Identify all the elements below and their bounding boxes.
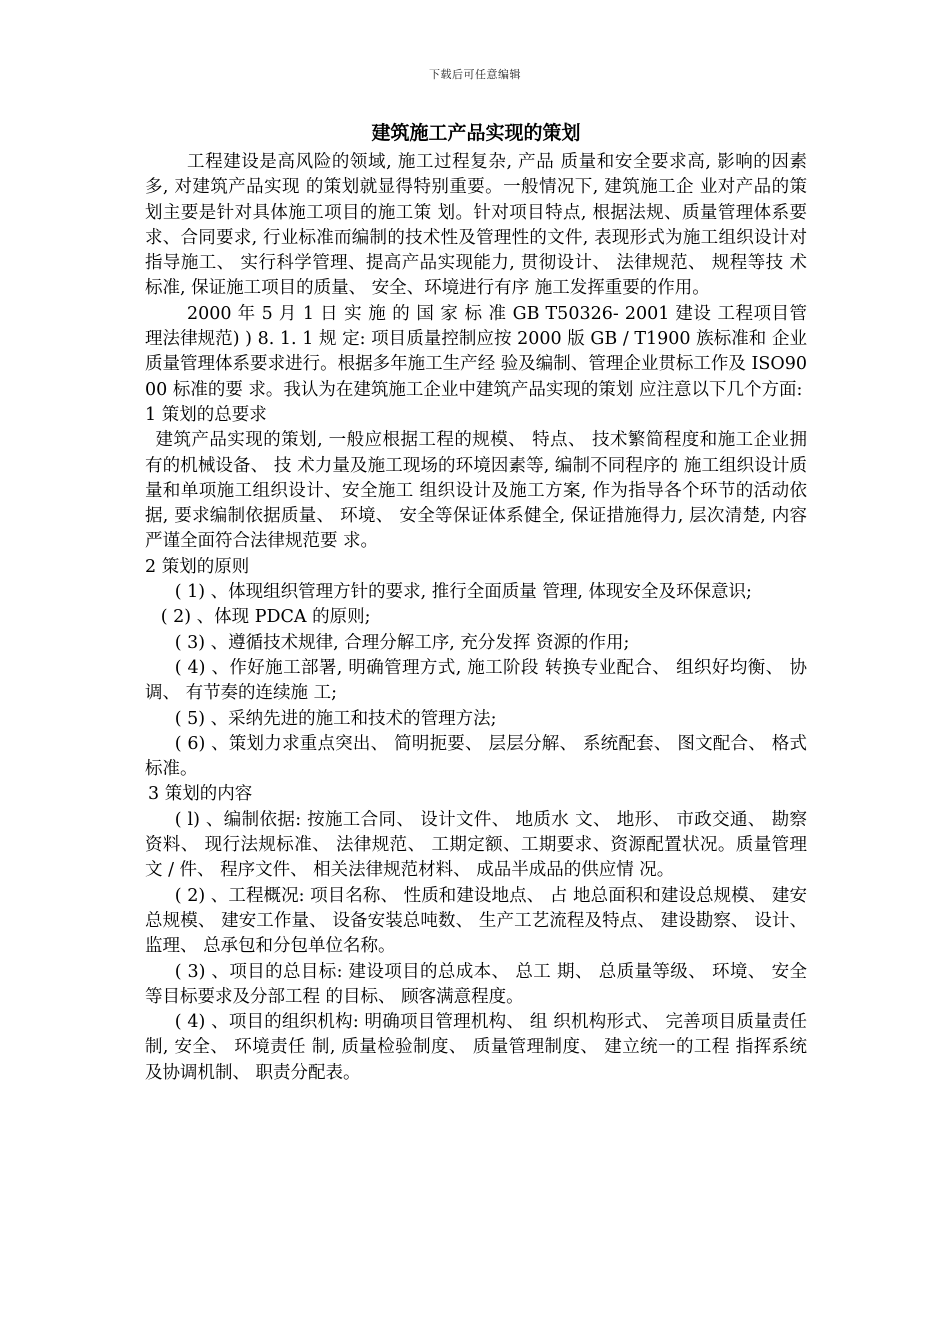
principle-item-4: ( 4) 、作好施工部署, 明确管理方式, 施工阶段 转换专业配合、 组织好均衡、 协调、 有节奏的连续施 工; [145,657,807,704]
principle-item-5: ( 5) 、采纳先进的施工和技术的管理方法; [174,708,497,729]
content-item-1: ( l) 、编制依据: 按施工合同、 设计文件、 地质水 文、 地形、 市政交通、 勘察资料、 现行法规标准、 法律规范、 工期定额、工期要求、资源配置状况。质量管理文 / 件、 程序文件、 相关法律规范材料、 成品半成品的供应情 况。 [145,809,807,881]
content-item-3: ( 3) 、项目的总目标: 建设项目的总成本、 总工 期、 总质量等级、 环境、 安全等目标要求及分部工程 的目标、 顾客满意程度。 [145,961,807,1007]
intro-paragraph-2: 2000 年 5 月 1 日 实 施 的 国 家 标 准 GB T50326- 2001 建设 工程项目管理法律规范) ) 8. 1. 1 规 定: 项目质量控制应按 2000 版 GB / T1900 族标准和 企业质量管理体系要求进行。根据多年施工生产经 验及编制、管理企业贯标工作及 ISO9000 标准的要 求。我认为在建筑施工企业中建筑产品实现的策划 应注意以下几个方面: [145,303,807,400]
page-header-note: 下载后可任意编辑 [429,68,521,81]
principle-item-6: ( 6) 、策划力求重点突出、 简明扼要、 层层分解、 系统配套、 图文配合、 格式标准。 [145,733,807,780]
section-1-paragraph: 建筑产品实现的策划, 一般应根据工程的规模、 特点、 技术繁简程度和施工企业拥有的机械设备、 技 术力量及施工现场的环境因素等, 编制不同程序的 施工组织设计质量和单项施工组织设计、安全施工 组织设计及施工方案, 作为指导各个环节的活动依 据, 要求编制依据质量、 环境、 安全等保证体系健全, 保证措施得力, 层次清楚, 内容严谨全面符合法律规范要 求。 [145,430,807,552]
principle-item-3: ( 3) 、遵循技术规律, 合理分解工序, 充分发挥 资源的作用; [174,632,630,653]
document-body [145,120,807,1086]
content-item-2: ( 2) 、工程概况: 项目名称、 性质和建设地点、 占 地总面积和建设总规模、 建安总规模、 建安工作量、 设备安装总吨数、 生产工艺流程及特点、 建设勘察、 设计、 监理、 总承包和分包单位名称。 [145,885,807,957]
section-3-heading: 3 策划的内容 [148,784,253,805]
section-1-heading: 1 策划的总要求 [145,404,267,425]
document-title: 建筑施工产品实现的策划 [371,122,581,144]
section-2-heading: 2 策划的原则 [145,556,250,577]
principle-item-2: ( 2) 、体现 PDCA 的原则; [160,607,371,628]
intro-paragraph-1: 工程建设是高风险的领域, 施工过程复杂, 产品 质量和安全要求高, 影响的因素多, 对建筑产品实现 的策划就显得特别重要。一般情况下, 建筑施工企 业对产品的策划主要是针对具体施工项目的施工策 划。针对项目特点, 根据法规、质量管理体系要求、合同要求, 行业标准而编制的技术性及管理性的文件, 表现形式为施工组织设计对指导施工、 实行科学管理、提高产品实现能力, 贯彻设计、 法律规范、 规程等技 术标准, 保证施工项目的质量、 安全、环境进行有序 施工发挥重要的作用。 [145,152,807,299]
content-item-4: ( 4) 、项目的组织机构: 明确项目管理机构、 组 织机构形式、 完善项目质量责任制, 安全、 环境责任 制, 质量检验制度、 质量管理制度、 建立统一的工程 指挥系统及协调机制、 职责分配表。 [145,1012,807,1083]
principle-item-1: ( 1) 、体现组织管理方针的要求, 推行全面质量 管理, 体现安全及环保意识; [174,582,752,603]
